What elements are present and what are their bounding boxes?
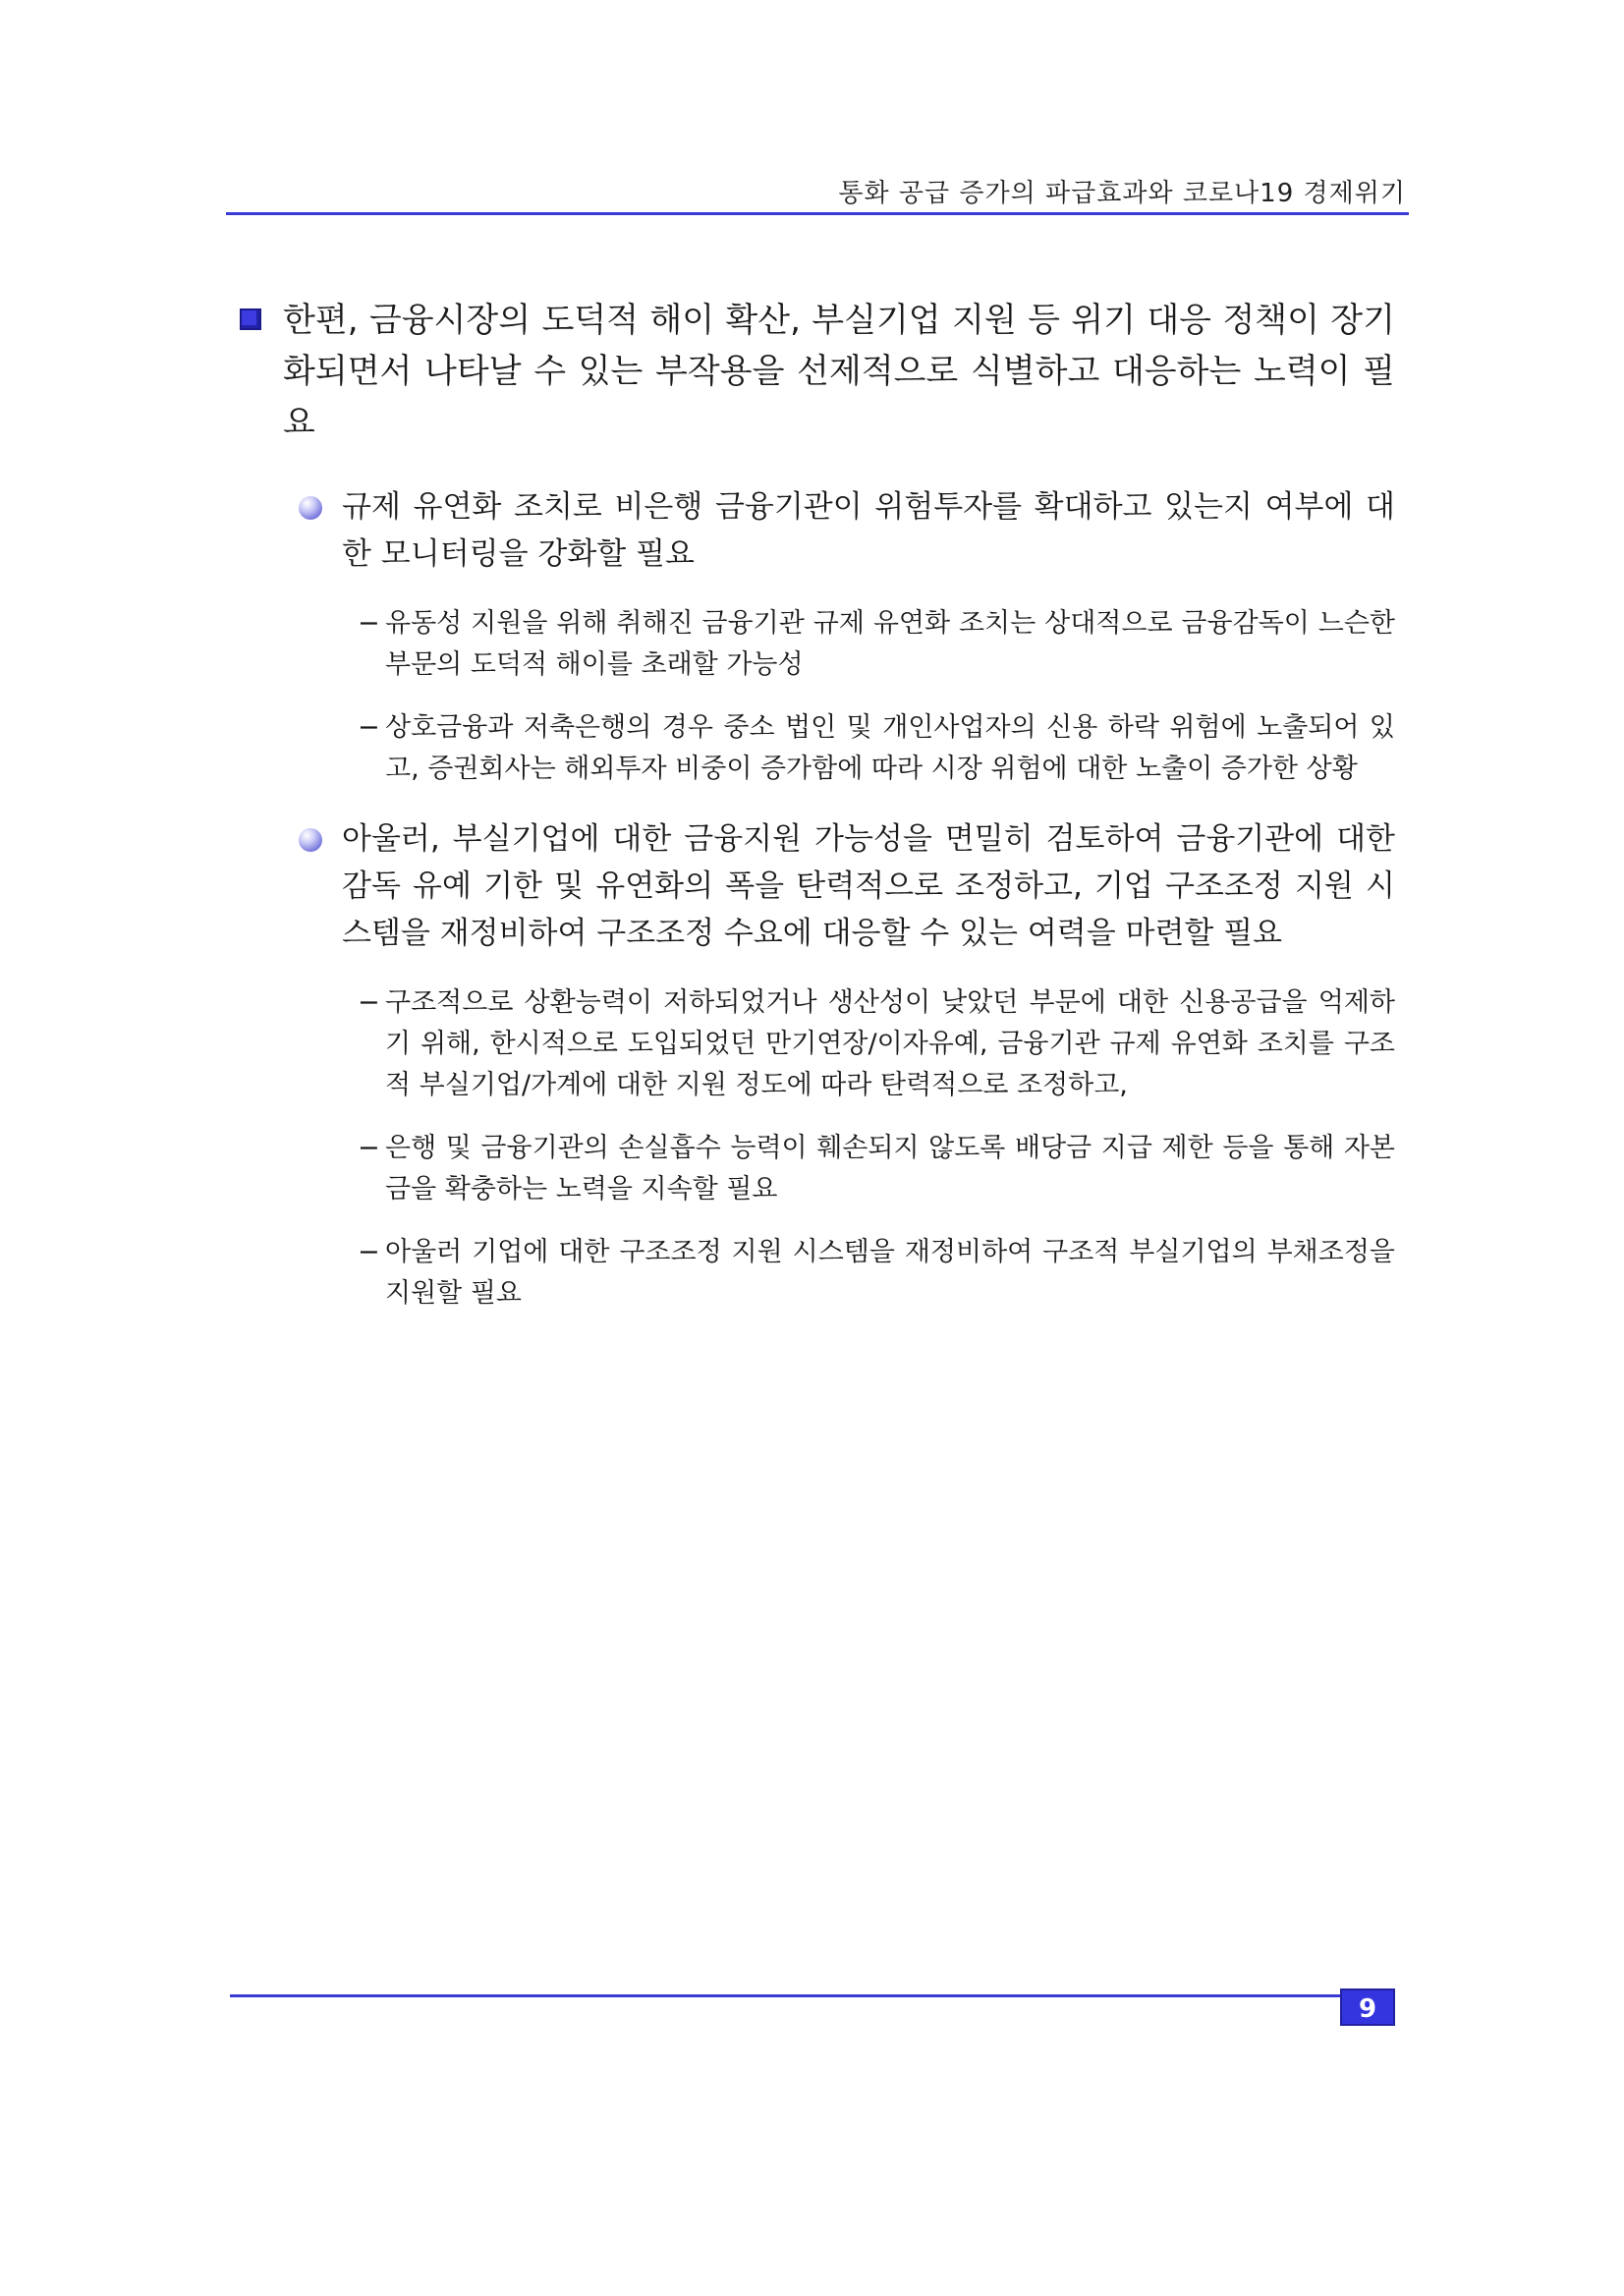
sub-point-2	[297, 815, 1395, 957]
header-divider	[226, 212, 1409, 215]
detail-item	[358, 982, 1395, 1106]
page-number: 9	[1340, 1988, 1395, 2026]
detail-text: 상호금융과 저축은행의 경우 중소 법인 및 개인사업자의 신용 하락 위험에 노출되어 있고, 증권회사는 해외투자 비중이 증가함에 따라 시장 위험에 대한 노출이 증가한 상황	[385, 712, 1395, 784]
detail-item	[358, 603, 1395, 686]
square-bullet-icon	[240, 308, 261, 330]
sub-point-1	[297, 483, 1395, 578]
detail-item	[358, 1128, 1395, 1210]
sub-point-text: 규제 유연화 조치로 비은행 금융기관이 위험투자를 확대하고 있는지 여부에 대한 모니터링을 강화할 필요	[342, 489, 1395, 572]
running-header-title: 통화 공급 증가의 파급효과와 코로나19 경제위기	[838, 179, 1406, 208]
detail-item	[358, 707, 1395, 790]
dash-icon: −	[358, 712, 380, 743]
main-point	[236, 295, 1395, 448]
detail-text: 아울러 기업에 대한 구조조정 지원 시스템을 재정비하여 구조적 부실기업의 부채조정을 지원할 필요	[385, 1237, 1395, 1309]
sub-point-text: 아울러, 부실기업에 대한 금융지원 가능성을 면밀히 검토하여 금융기관에 대한 감독 유예 기한 및 유연화의 폭을 탄력적으로 조정하고, 기업 구조조정 지원 시스템을 재정비하여 구조조정 수요에 대응할 수 있는 여력을 마련할 필요	[342, 821, 1395, 951]
detail-text: 은행 및 금융기관의 손실흡수 능력이 훼손되지 않도록 배당금 지급 제한 등을 통해 자본금을 확충하는 노력을 지속할 필요	[385, 1133, 1395, 1204]
dash-icon: −	[358, 1133, 380, 1163]
detail-text: 구조적으로 상환능력이 저하되었거나 생산성이 낮았던 부문에 대한 신용공급을 억제하기 위해, 한시적으로 도입되었던 만기연장/이자유예, 금융기관 규제 유연화 조치를 구조적 부실기업/가계에 대한 지원 정도에 따라 탄력적으로 조정하고,	[385, 987, 1395, 1100]
dash-icon: −	[358, 987, 380, 1018]
detail-text: 유동성 지원을 위해 취해진 금융기관 규제 유연화 조치는 상대적으로 금융감독이 느슨한 부문의 도덕적 해이를 초래할 가능성	[385, 608, 1395, 680]
dash-icon: −	[358, 608, 380, 639]
sphere-bullet-icon	[299, 496, 322, 520]
detail-item	[358, 1232, 1395, 1315]
main-point-text: 한편, 금융시장의 도덕적 해이 확산, 부실기업 지원 등 위기 대응 정책이 장기화되면서 나타날 수 있는 부작용을 선제적으로 식별하고 대응하는 노력이 필요	[283, 301, 1395, 442]
dash-icon: −	[358, 1237, 380, 1267]
sphere-bullet-icon	[299, 828, 322, 852]
document-body	[236, 295, 1395, 1336]
footer-divider	[230, 1994, 1340, 1997]
